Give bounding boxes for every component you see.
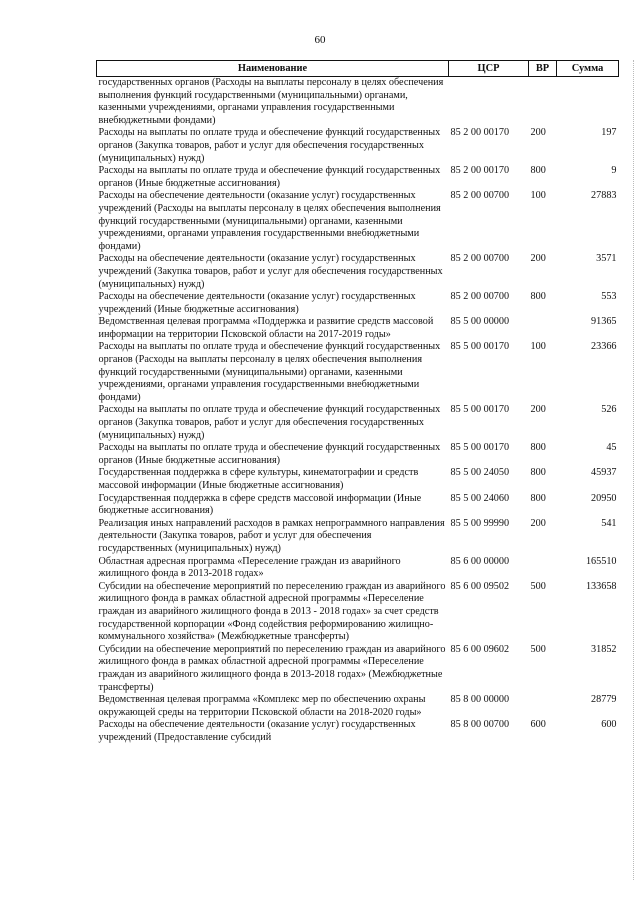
cell-csr (449, 77, 529, 128)
cell-sum: 133658 (585, 580, 617, 592)
table-row (97, 694, 619, 719)
cell-csr: 85 5 00 00170 (450, 341, 510, 353)
cell-vr: 200 (530, 517, 546, 529)
cell-sum: 27883 (591, 190, 617, 202)
cell-name: Ведомственная целевая программа «Комплекс мер по обеспечению охраны окружающей среды на территории Псковской области на 2018-2020 годы» (98, 694, 426, 718)
cell-vr: 200 (530, 404, 546, 416)
cell-vr: 800 (530, 467, 546, 479)
cell-name: Расходы на выплаты по оплате труда и обеспечение функций государственных органов (Иные бюджетные ассигнования) (98, 442, 441, 466)
cell-csr: 85 5 00 00170 (450, 404, 510, 416)
cell-vr: 800 (530, 492, 546, 504)
cell-csr: 85 2 00 00170 (450, 127, 510, 139)
cell-vr (529, 556, 557, 581)
cell-vr (529, 77, 557, 128)
table-row (97, 316, 619, 341)
cell-vr: 200 (530, 253, 546, 265)
cell-name: Реализация иных направлений расходов в рамках непрограммного направления деятельности (Закупка товаров, работ и услуг для обеспечения государственных (муниципальных) нужд) (98, 517, 445, 554)
cell-name: Расходы на обеспечение деятельности (оказание услуг) государственных учреждений (Иные бюджетные ассигнования) (98, 291, 416, 315)
budget-table (96, 60, 619, 744)
table-row (97, 719, 619, 744)
table-row (97, 493, 619, 518)
cell-csr: 85 5 00 24060 (450, 492, 510, 504)
cell-csr: 85 2 00 00170 (450, 165, 510, 177)
table-row (97, 644, 619, 694)
cell-csr: 85 2 00 00700 (450, 291, 510, 303)
cell-vr (529, 694, 557, 719)
cell-sum: 3571 (596, 253, 617, 265)
cell-name: Расходы на обеспечение деятельности (оказание услуг) государственных учреждений (Предоставление субсидий (98, 719, 416, 743)
header-vr: ВР (529, 61, 557, 77)
table-row (97, 190, 619, 253)
cell-sum: 45937 (591, 467, 617, 479)
cell-vr: 800 (530, 442, 546, 454)
cell-sum: 9 (611, 165, 617, 177)
cell-csr: 85 6 00 00000 (450, 555, 510, 567)
table-row (97, 518, 619, 556)
cell-sum: 23366 (591, 341, 617, 353)
cell-sum: 600 (601, 719, 617, 731)
cell-csr: 85 5 00 99990 (450, 517, 510, 529)
cell-sum: 28779 (591, 694, 617, 706)
cell-vr: 800 (530, 165, 546, 177)
page-number: 60 (314, 34, 326, 46)
table-row (97, 77, 619, 128)
cell-csr: 85 6 00 09502 (450, 580, 510, 592)
cell-sum: 31852 (591, 643, 617, 655)
cell-name: Расходы на выплаты по оплате труда и обеспечение функций государственных органов (Расходы на выплаты персоналу в целях обеспечения выполнения функций государственными (муниципальными) органами, казенными учреждениями, органами управления государственными внебюджетными фондами) (98, 341, 441, 403)
cell-name: государственных органов (Расходы на выплаты персоналу в целях обеспечения выполнения функций государственными (муниципальными) органами, казенными учреждениями, органами управления государственными внебюджетными фондами) (98, 77, 444, 126)
cell-name: Субсидии на обеспечение мероприятий по переселению граждан из аварийного жилищного фонда в рамках областной адресной программы «Переселение граждан из аварийного жилищного фонда в 2013-2018 годах» (Межбюджетные трансферты) (98, 643, 446, 693)
table-row (97, 467, 619, 492)
cell-vr: 100 (530, 190, 546, 202)
cell-vr: 600 (530, 719, 546, 731)
header-sum: Сумма (557, 61, 619, 77)
cell-name: Расходы на выплаты по оплате труда и обеспечение функций государственных органов (Иные бюджетные ассигнования) (98, 165, 441, 189)
cell-sum: 20950 (591, 492, 617, 504)
cell-name: Расходы на обеспечение деятельности (оказание услуг) государственных учреждений (Закупка товаров, работ и услуг для обеспечения государственных (муниципальных) нужд) (98, 253, 443, 290)
header-name: Наименование (97, 61, 449, 77)
scan-edge-marks (632, 60, 634, 880)
cell-csr: 85 5 00 00170 (450, 442, 510, 454)
cell-vr: 200 (530, 127, 546, 139)
cell-sum: 165510 (585, 555, 617, 567)
cell-csr: 85 2 00 00700 (450, 190, 510, 202)
cell-csr: 85 5 00 24050 (450, 467, 510, 479)
cell-name: Расходы на выплаты по оплате труда и обеспечение функций государственных органов (Закупка товаров, работ и услуг для обеспечения государственных (муниципальных) нужд) (98, 404, 441, 441)
table-row (97, 253, 619, 291)
cell-csr: 85 2 00 00700 (450, 253, 510, 265)
table-row (97, 341, 619, 404)
cell-name: Ведомственная целевая программа «Поддержка и развитие средств массовой информации на территории Псковской области на 2017-2019 годы» (98, 316, 434, 340)
cell-sum (557, 77, 619, 128)
cell-vr: 500 (530, 643, 546, 655)
table-row (97, 442, 619, 467)
cell-name: Государственная поддержка в сфере культуры, кинематографии и средств массовой информации (Иные бюджетные ассигнования) (98, 467, 419, 491)
cell-name: Расходы на обеспечение деятельности (оказание услуг) государственных учреждений (Расходы на выплаты персоналу в целях обеспечения выполнения функций государственными (муниципальными) органами, казенными учреждениями, органами управления государственными внебюджетными фондами) (98, 190, 441, 252)
cell-sum: 541 (601, 517, 617, 529)
cell-sum: 91365 (591, 316, 617, 328)
cell-name: Государственная поддержка в сфере средств массовой информации (Иные бюджетные ассигнования) (98, 492, 422, 517)
table-row (97, 291, 619, 316)
table-row (97, 404, 619, 442)
cell-vr (529, 316, 557, 341)
cell-sum: 197 (601, 127, 617, 139)
cell-csr: 85 5 00 00000 (450, 316, 510, 328)
cell-sum: 553 (601, 291, 617, 303)
cell-sum: 45 (606, 442, 617, 454)
cell-csr: 85 8 00 00700 (450, 719, 510, 731)
table-row (97, 556, 619, 581)
table-row (97, 165, 619, 190)
cell-name: Расходы на выплаты по оплате труда и обеспечение функций государственных органов (Закупка товаров, работ и услуг для обеспечения государственных (муниципальных) нужд) (98, 127, 441, 164)
cell-vr: 500 (530, 580, 546, 592)
cell-vr: 800 (530, 291, 546, 303)
cell-name: Областная адресная программа «Переселение граждан из аварийного жилищного фонда в 2013-2018 годах» (98, 555, 401, 580)
cell-csr: 85 8 00 00000 (450, 694, 510, 706)
table-header-row (97, 61, 619, 77)
table-row (97, 127, 619, 165)
cell-csr: 85 6 00 09602 (450, 643, 510, 655)
cell-name: Субсидии на обеспечение мероприятий по переселению граждан из аварийного жилищного фонда в рамках областной адресной программы «Переселение граждан из аварийного жилищного фонда в 2013 - 2018 годах» за счет средств государственной корпорации «Фонд содействия реформированию жилищно-коммунального хозяйства» (Межбюджетные трансферты) (98, 580, 446, 643)
cell-vr: 100 (530, 341, 546, 353)
table-row (97, 581, 619, 644)
header-csr: ЦСР (449, 61, 529, 77)
cell-sum: 526 (601, 404, 617, 416)
